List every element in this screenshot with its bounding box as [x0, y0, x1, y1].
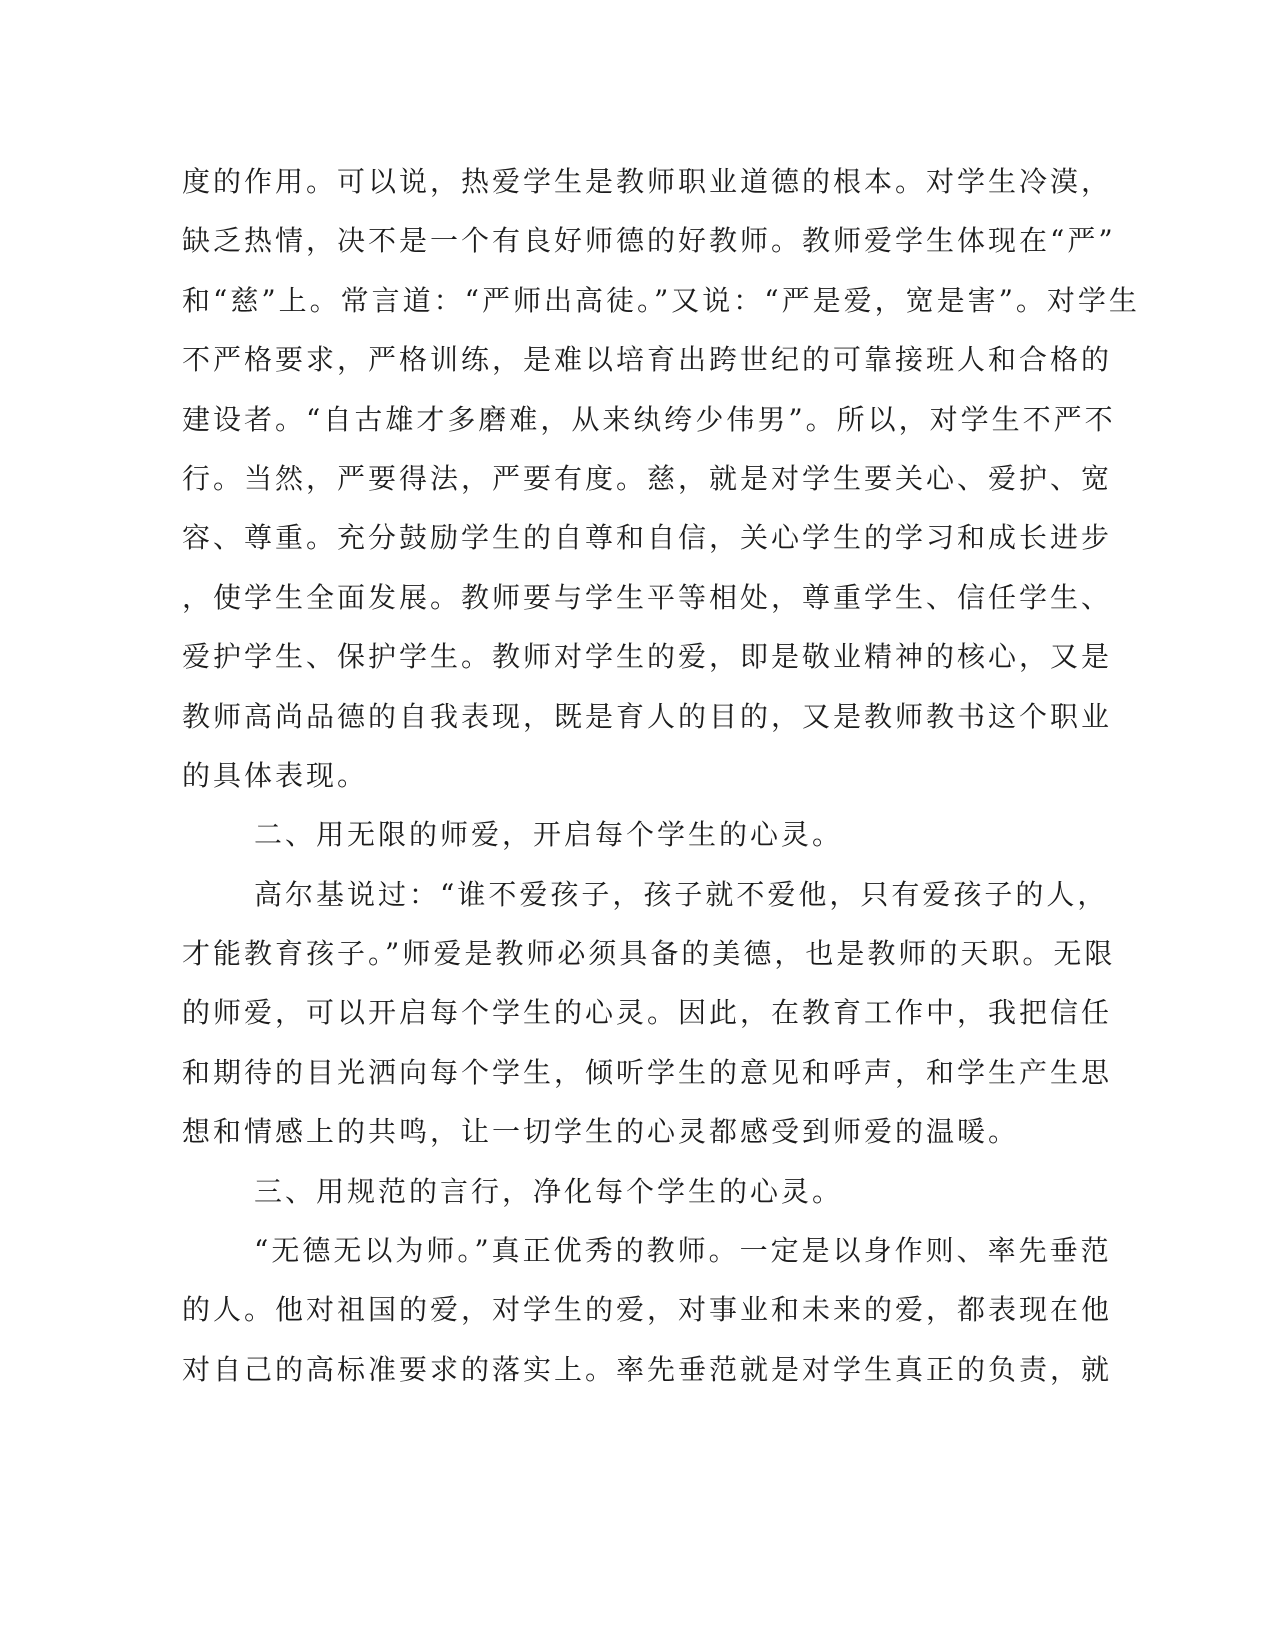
- text-line: 不严格要求，严格训练，是难以培育出跨世纪的可靠接班人和合格的: [182, 343, 1113, 377]
- body-text: [182, 152, 1140, 1399]
- section-heading: 二、用无限的师爱，开启每个学生的心灵。: [254, 818, 844, 852]
- text-line: 度的作用。可以说，热爱学生是教师职业道德的根本。对学生冷漠，: [182, 165, 1113, 198]
- text-line: 建设者。“自古雄才多磨难，从来纨绔少伟男”。所以，对学生不严不: [182, 402, 1116, 436]
- text-line: 的师爱，可以开启每个学生的心灵。因此，在教育工作中，我把信任: [182, 996, 1113, 1030]
- text-line: 行。当然，严要得法，严要有度。慈，就是对学生要关心、爱护、宽: [182, 461, 1113, 495]
- text-line: 和期待的目光洒向每个学生，倾听学生的意见和呼声，和学生产生思: [182, 1055, 1113, 1089]
- text-line: 和“慈”上。常言道：“严师出高徒。”又说：“严是爱，宽是害”。对学生: [182, 283, 1140, 317]
- text-line: “无德无以为师。”真正优秀的教师。一定是以身作则、率先垂范: [254, 1234, 1112, 1268]
- text-line: 对自己的高标准要求的落实上。率先垂范就是对学生真正的负责，就: [182, 1352, 1113, 1386]
- text-line: 教师高尚品德的自我表现，既是育人的目的，又是教师教书这个职业: [182, 699, 1113, 733]
- text-line: 高尔基说过：“谁不爱孩子，孩子就不爱他，只有爱孩子的人，: [254, 877, 1109, 911]
- text-line: 容、尊重。充分鼓励学生的自尊和自信，关心学生的学习和成长进步: [182, 521, 1113, 555]
- text-line: 爱护学生、保护学生。教师对学生的爱，即是敬业精神的核心，又是: [182, 640, 1113, 674]
- text-line: 想和情感上的共鸣，让一切学生的心灵都感受到师爱的温暖。: [182, 1115, 1020, 1149]
- text-line: 缺乏热情，决不是一个有良好师德的好教师。教师爱学生体现在“严”: [182, 224, 1116, 258]
- text-line: 才能教育孩子。”师爱是教师必须具备的美德，也是教师的天职。无限: [182, 937, 1116, 971]
- text-line: 的具体表现。: [182, 758, 369, 792]
- section-heading: 三、用规范的言行，净化每个学生的心灵。: [254, 1174, 844, 1208]
- text-line: 的人。他对祖国的爱，对学生的爱，对事业和未来的爱，都表现在他: [182, 1293, 1113, 1327]
- text-line: ，使学生全面发展。教师要与学生平等相处，尊重学生、信任学生、: [182, 580, 1113, 614]
